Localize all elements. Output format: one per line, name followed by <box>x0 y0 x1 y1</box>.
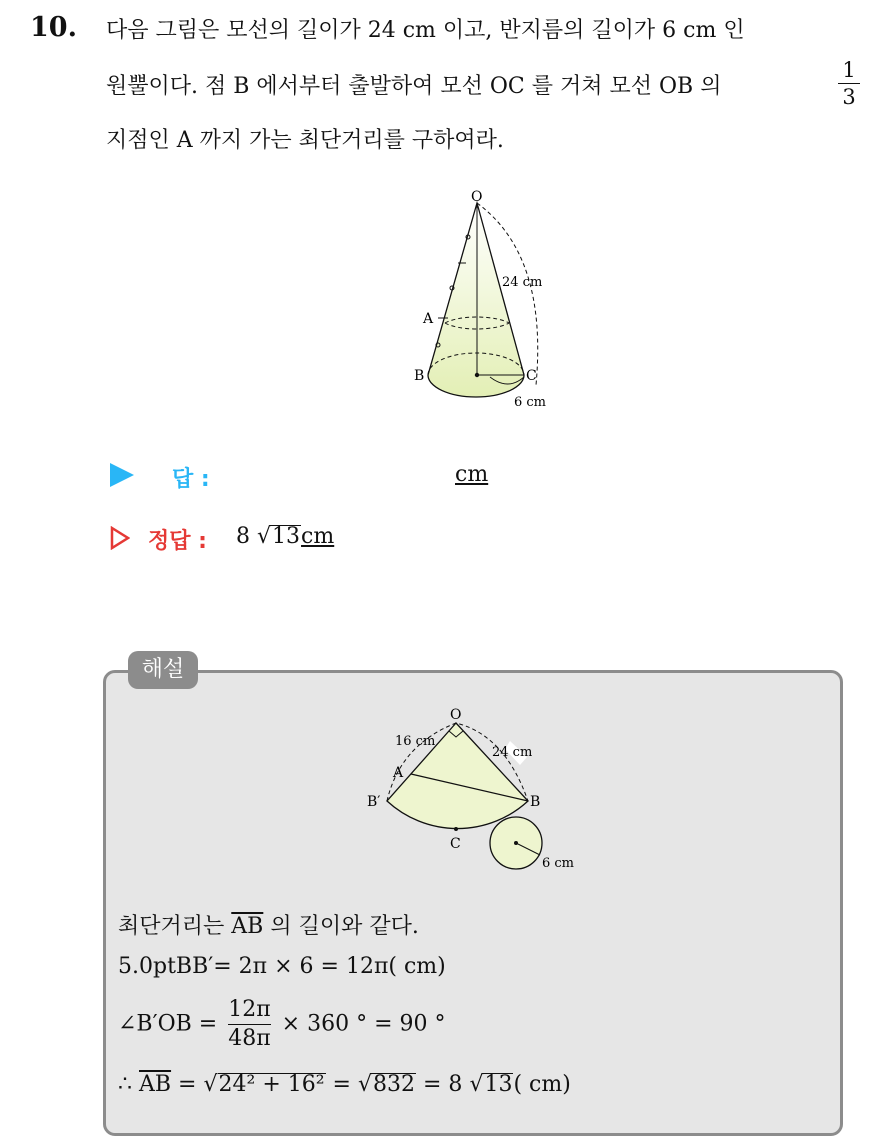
solution-line-1 <box>118 912 419 942</box>
radicand-1: 24² + 16² <box>218 1072 325 1097</box>
correct-answer-value <box>236 524 334 549</box>
label-A: A <box>423 311 434 327</box>
label-B: B <box>414 368 425 384</box>
answer-play-icon <box>110 463 134 487</box>
angle-denominator: 48π <box>228 1026 271 1051</box>
correct-unit: cm <box>301 524 335 549</box>
label2-radius: 6 cm <box>542 856 575 871</box>
sqrt-1: √ <box>203 1072 218 1097</box>
question-line-2: 원뿔이다. 점 B 에서부터 출발하여 모선 OC 를 거쳐 모선 OB 의 <box>106 74 722 99</box>
label2-O: O <box>450 707 462 723</box>
fraction-bar <box>838 83 860 84</box>
sector-figure <box>360 705 590 875</box>
correct-answer-label: 정답 : <box>148 529 207 554</box>
label-slant: 24 cm <box>502 275 543 290</box>
label2-B2: B′ <box>367 794 381 810</box>
solution-tag: 해설 <box>128 651 198 689</box>
label-O: O <box>471 189 483 205</box>
answer-label: 답 : <box>172 467 210 492</box>
cone-body <box>428 203 524 397</box>
label-C: C <box>526 368 537 384</box>
angle-result: × 360 ° = 90 ° <box>281 1011 446 1037</box>
label-radius: 6 cm <box>514 395 547 410</box>
fraction-denominator: 3 <box>842 85 856 109</box>
eq-3: = 8 <box>416 1072 470 1097</box>
angle-expression: ∠B′OB = <box>118 1011 225 1037</box>
therefore: ∴ <box>118 1072 139 1097</box>
segment-AB-label-2: $\overline{AB}$ <box>139 1072 172 1097</box>
sqrt-sign: √ <box>257 524 272 549</box>
sqrt-2: √ <box>357 1072 373 1097</box>
angle-fraction-bar <box>228 1024 270 1025</box>
correct-coef: 8 <box>236 524 250 549</box>
radicand-3: 13 <box>484 1072 513 1097</box>
angle-numerator: 12π <box>228 997 271 1022</box>
label2-A: A <box>393 765 404 781</box>
eq-2: = <box>325 1072 358 1097</box>
angle-fraction <box>228 996 270 1053</box>
radicand-2: 832 <box>373 1072 416 1097</box>
question-line-1: 다음 그림은 모선의 길이가 24 cm 이고, 반지름의 길이가 6 cm 인 <box>106 18 745 43</box>
solution-line-4 <box>118 1070 571 1100</box>
solution-line-1-pre: 최단거리는 <box>118 914 232 939</box>
question-number: 10. <box>30 12 77 43</box>
final-unit: ( cm) <box>513 1072 571 1097</box>
cone-figure <box>400 185 570 415</box>
segment-AB-label: $\overline{AB}$ <box>231 914 264 939</box>
correct-play-icon <box>110 526 130 550</box>
solution-line-3 <box>118 996 446 1053</box>
solution-line-2: 5.0ptBB′= 2π × 6 = 12π( cm) <box>118 954 446 979</box>
label2-16: 16 cm <box>395 734 436 749</box>
label2-C: C <box>450 836 461 852</box>
label2-B: B <box>530 794 541 810</box>
question-fraction <box>838 58 860 109</box>
label2-24: 24 cm <box>492 745 533 760</box>
correct-radicand: 13 <box>272 524 301 549</box>
answer-unit: cm <box>455 462 489 487</box>
sqrt-3: √ <box>469 1072 484 1097</box>
question-line-3: 지점인 A 까지 가는 최단거리를 구하여라. <box>106 128 504 153</box>
fraction-numerator: 1 <box>842 58 856 82</box>
solution-line-1-post: 의 길이와 같다. <box>263 914 419 939</box>
eq-1: = <box>171 1072 204 1097</box>
